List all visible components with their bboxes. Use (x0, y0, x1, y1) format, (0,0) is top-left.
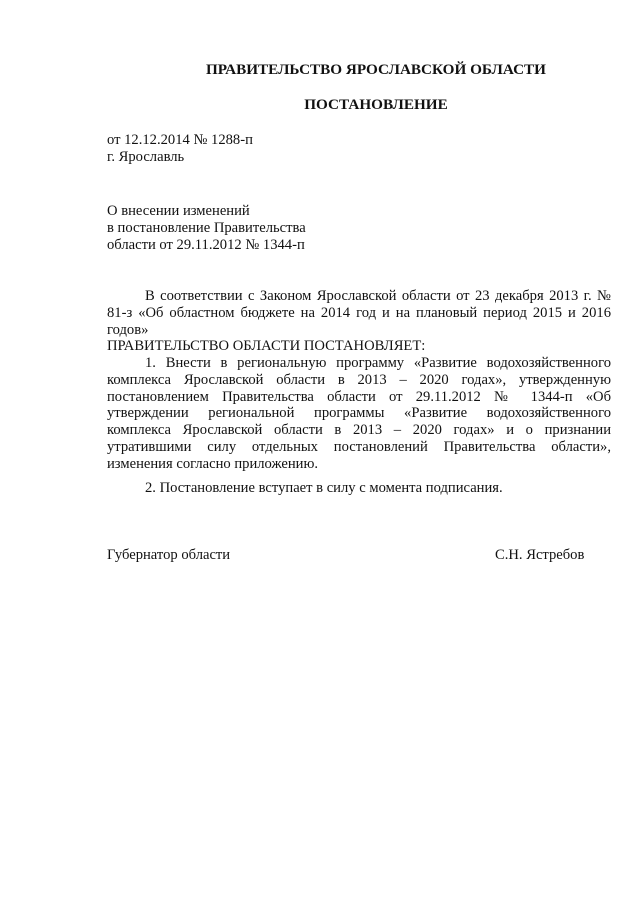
item-2-paragraph (107, 480, 611, 497)
subject-line-1: О внесении изменений (107, 203, 250, 219)
signer-position: Губернатор области (107, 547, 231, 563)
city: г. Ярославль (107, 149, 185, 165)
preamble-paragraph (107, 288, 611, 338)
document-type-title: ПОСТАНОВЛЕНИЕ (304, 96, 448, 113)
item-1-paragraph (107, 355, 611, 473)
subject-line-3: области от 29.11.2012 № 1344-п (107, 237, 305, 253)
organization-title: ПРАВИТЕЛЬСТВО ЯРОСЛАВСКОЙ ОБЛАСТИ (205, 61, 547, 78)
date-number: от 12.12.2014 № 1288-п (107, 132, 253, 148)
subject-line-2: в постановление Правительства (107, 220, 306, 236)
preamble-text: В соответствии с Законом Ярославской области от 23 декабря 2013 г. № 81-з «Об областном бюджете на 2014 год и на плановый период 2015 и 2016 годов» (107, 288, 611, 338)
signer-name: С.Н. Ястребов (495, 547, 585, 563)
resolves-statement: ПРАВИТЕЛЬСТВО ОБЛАСТИ ПОСТАНОВЛЯЕТ: (107, 338, 426, 354)
item-2-text: 2. Постановление вступает в силу с момента подписания. (145, 480, 503, 496)
item-1-text: 1. Внести в региональную программу «Развитие водохозяйственного комплекса Ярославской области в 2013 – 2020 годах», утвержденную постановлением Правительства области от 29.11.2012 № 1344-п «Об утверждении региональной программы «Развитие водохозяйственного комплекса Ярославской области в 2013 – 2020 годах» и о признании утратившими силу отдельных постановлений Правительства области», изменения согласно приложению. (107, 355, 611, 472)
